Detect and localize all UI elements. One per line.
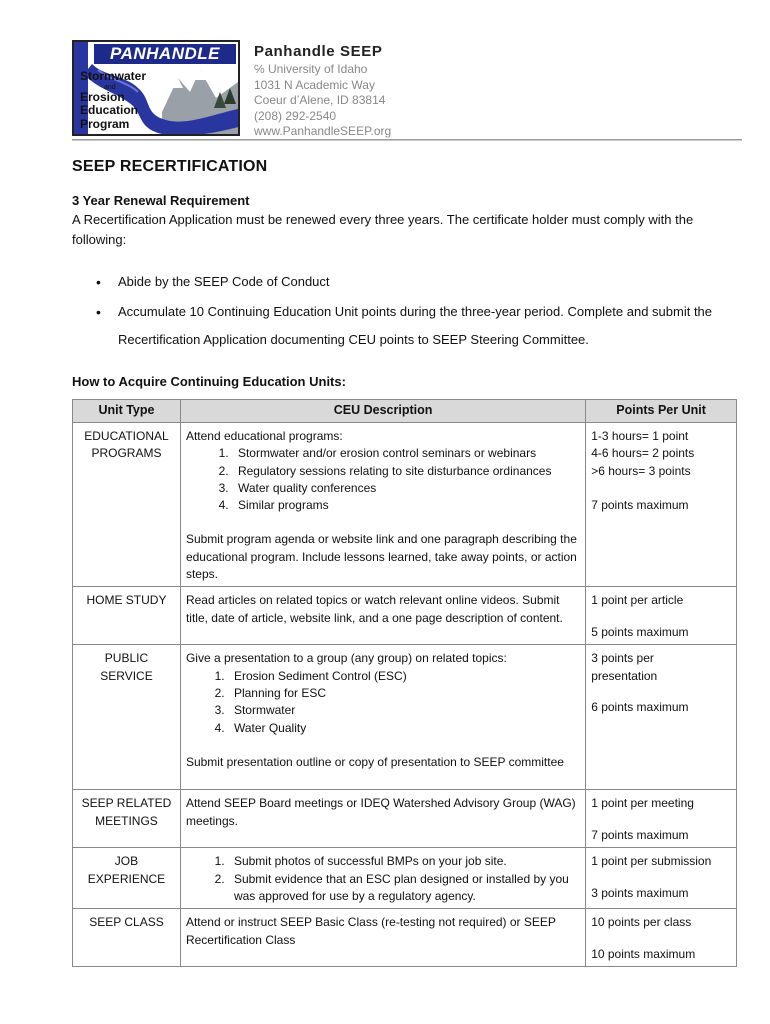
unit-type-cell (73, 909, 181, 967)
description-list-item: 1. Erosion Sediment Control (ESC) (228, 668, 580, 685)
table-row (73, 423, 737, 587)
ceu-description-cell (180, 423, 585, 587)
description-list-item: 4. Similar programs (232, 497, 580, 514)
description-list-item: 4. Water Quality (228, 720, 580, 737)
points-maximum: 10 points maximum (591, 946, 696, 961)
unit-type-cell (73, 790, 181, 848)
description-text: Read articles on related topics or watch relevant online videos. Submit title, date of article, website link, and a one page description of content. (185, 593, 563, 625)
org-address-line-1: ℅ University of Idaho (254, 62, 368, 76)
unit-type-text: SEEP CLASS (89, 915, 164, 930)
ceu-description-cell (180, 645, 585, 790)
requirement-item: • Accumulate 10 Continuing Education Unit points during the three-year period. Complete and submit the Recertification Application documenting CEU points to SEEP Steering Committee. (92, 298, 732, 354)
points-text: >6 hours= 3 points (591, 463, 691, 478)
unit-type-text: HOME STUDY (86, 593, 167, 608)
description-list-item: 2. Regulatory sessions relating to site disturbance ordinances (232, 463, 580, 480)
unit-type-text: PROGRAMS (91, 446, 162, 461)
points-maximum: 3 points maximum (591, 885, 689, 900)
points-text: 1 point per submission (591, 854, 712, 869)
description-text: Attend SEEP Board meetings or IDEQ Watershed Advisory Group (WAG) meetings. (185, 796, 576, 828)
header-divider (72, 139, 742, 141)
points-cell (586, 587, 737, 645)
unit-type-text: EDUCATIONAL (84, 429, 169, 443)
table-row (73, 848, 737, 909)
points-text: 4-6 hours= 2 points (591, 446, 695, 461)
points-cell (586, 909, 737, 967)
unit-type-cell (73, 645, 181, 790)
ceu-table (72, 399, 737, 967)
ceu-description-cell (180, 790, 585, 848)
points-text: 1 point per meeting (591, 796, 694, 811)
table-header-row (73, 400, 737, 423)
renewal-intro: A Recertification Application must be renewed every three years. The certificate holder must comply with the following: (72, 212, 694, 247)
logo-word-stormwater: Stormwater (80, 69, 147, 83)
points-maximum: 5 points maximum (591, 624, 689, 639)
column-header-ceu-description: CEU Description (180, 400, 585, 423)
unit-type-cell (73, 587, 181, 645)
org-contact-block (254, 42, 391, 140)
panhandle-seep-logo (72, 40, 240, 136)
column-header-unit-type: Unit Type (73, 400, 181, 423)
description-list (186, 668, 580, 737)
table-row (73, 587, 737, 645)
description-note: Submit program agenda or website link and one paragraph describing the educational program. Include lessons learned, take away points, or action steps. (185, 532, 577, 582)
points-maximum: 7 points maximum (591, 827, 689, 842)
logo-word-education: Education (80, 103, 139, 117)
points-text: 1-3 hours= 1 point (591, 429, 689, 443)
points-maximum: 6 points maximum (591, 699, 689, 714)
logo-words (80, 70, 180, 131)
description-list-item: 3. Water quality conferences (232, 480, 580, 497)
logo-word-erosion: Erosion (80, 89, 125, 104)
description-list (186, 445, 580, 514)
org-website-link[interactable]: www.PanhandleSEEP.org (254, 124, 392, 138)
points-cell (586, 423, 737, 587)
description-list-item: 2. Submit evidence that an ESC plan designed or installed by you was approved for use by a regulatory agency. (228, 871, 580, 906)
points-cell (586, 790, 737, 848)
table-row (73, 909, 737, 967)
org-phone: (208) 292-2540 (254, 108, 337, 123)
unit-type-text: PUBLIC SERVICE (100, 651, 153, 683)
unit-type-text: JOB EXPERIENCE (87, 854, 166, 886)
document-title: SEEP RECERTIFICATION (72, 158, 268, 175)
table-row (73, 790, 737, 848)
logo-word-program: Program (80, 116, 130, 131)
points-text: 10 points per class (591, 915, 692, 930)
points-text: 1 point per article (591, 593, 684, 608)
unit-type-text: SEEP RELATED (81, 796, 172, 811)
requirement-item: • Abide by the SEEP Code of Conduct (92, 268, 732, 296)
renewal-heading: 3 Year Renewal Requirement (72, 193, 250, 208)
org-address-line-3: Coeur d’Alene, ID 83814 (254, 93, 386, 107)
description-list-item: 1. Submit photos of successful BMPs on your job site. (228, 853, 580, 870)
description-text: Give a presentation to a group (any group) on related topics: (185, 651, 507, 666)
points-cell (586, 848, 737, 909)
description-list-item: 1. Stormwater and/or erosion control seminars or webinars (232, 445, 580, 462)
column-header-points-per-unit: Points Per Unit (586, 400, 737, 423)
table-row (73, 645, 737, 790)
description-list-item: 2. Planning for ESC (228, 685, 580, 702)
points-text: 3 points per (591, 651, 654, 666)
unit-type-cell (73, 848, 181, 909)
unit-type-text: MEETINGS (95, 813, 158, 828)
description-text: Attend or instruct SEEP Basic Class (re-testing not required) or SEEP Recertification Class (185, 915, 556, 947)
ceu-table-heading: How to Acquire Continuing Education Units: (72, 374, 346, 389)
logo-word-and: and (104, 83, 116, 91)
ceu-description-cell (180, 909, 585, 967)
org-address-line-2: 1031 N Academic Way (254, 77, 375, 92)
description-list-item: 3. Stormwater (228, 702, 580, 719)
description-note: Submit presentation outline or copy of presentation to SEEP committee (185, 754, 564, 769)
points-maximum: 7 points maximum (591, 497, 689, 512)
unit-type-cell (73, 423, 181, 587)
description-list (186, 853, 580, 905)
points-text: presentation (591, 668, 658, 683)
org-name: Panhandle SEEP (254, 43, 383, 60)
description-text: Attend educational programs: (185, 429, 343, 443)
ceu-description-cell (180, 587, 585, 645)
points-cell (586, 645, 737, 790)
requirements-list (92, 268, 732, 354)
logo-title: PANHANDLE (94, 44, 236, 64)
ceu-description-cell (180, 848, 585, 909)
